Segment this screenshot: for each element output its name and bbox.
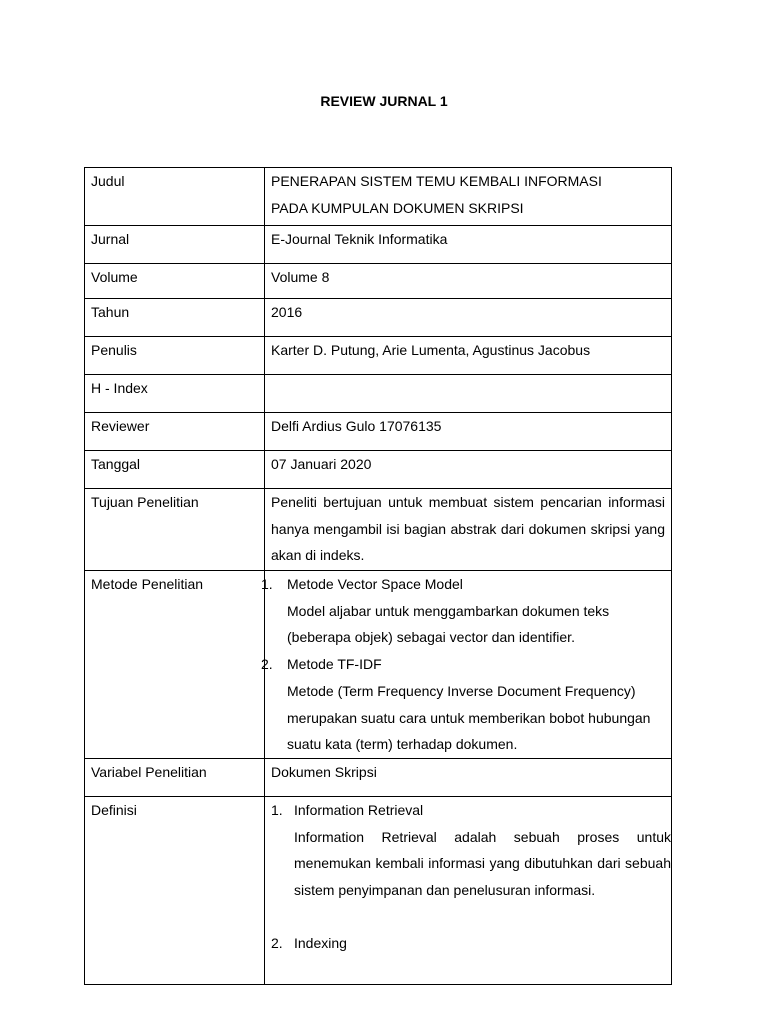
list-number: 2. <box>271 935 283 952</box>
row-metode <box>85 571 672 759</box>
row-tahun <box>85 299 672 337</box>
list-number: 2. <box>261 656 273 673</box>
list-item-title: Information Retrieval <box>294 801 424 818</box>
label-reviewer: Reviewer <box>85 413 265 451</box>
value-volume: Volume 8 <box>265 264 672 299</box>
label-penulis: Penulis <box>85 337 265 375</box>
label-judul: Judul <box>85 168 265 226</box>
label-definisi: Definisi <box>85 796 265 984</box>
list-number: 1. <box>271 801 283 818</box>
label-tahun: Tahun <box>85 299 265 337</box>
row-tanggal <box>85 451 672 489</box>
value-metode <box>261 571 672 759</box>
row-variabel <box>85 758 672 796</box>
label-variabel: Variabel Penelitian <box>85 758 265 796</box>
value-tahun: 2016 <box>265 299 672 337</box>
row-jurnal <box>85 226 672 264</box>
value-penulis: Karter D. Putung, Arie Lumenta, Agustinus Jacobus <box>265 337 672 375</box>
row-reviewer <box>85 413 672 451</box>
review-table <box>84 167 672 985</box>
row-penulis <box>85 337 672 375</box>
row-tujuan <box>85 489 672 571</box>
label-jurnal: Jurnal <box>85 226 265 264</box>
value-judul: PENERAPAN SISTEM TEMU KEMBALI INFORMASI PADA KUMPULAN DOKUMEN SKRIPSI <box>265 168 672 226</box>
row-volume <box>85 264 672 299</box>
label-metode: Metode Penelitian <box>85 571 265 759</box>
row-definisi <box>85 796 672 984</box>
list-item-desc: Information Retrieval adalah sebuah proses untuk menemukan kembali informasi yang dibutuhkan dari sebuah sistem penyimpanan dan penelusuran informasi. <box>294 828 671 899</box>
list-item-desc: Model aljabar untuk menggambarkan dokumen teks (beberapa objek) sebagai vector dan identifier. <box>287 602 610 646</box>
list-number: 1. <box>261 576 273 592</box>
value-hindex <box>265 375 672 413</box>
label-tanggal: Tanggal <box>85 451 265 489</box>
value-variabel: Dokumen Skripsi <box>265 758 672 796</box>
value-tanggal: 07 Januari 2020 <box>265 451 672 489</box>
list-item-title: Metode Vector Space Model <box>287 576 463 592</box>
label-hindex: H - Index <box>85 375 265 413</box>
list-item <box>271 930 665 957</box>
value-reviewer: Delfi Ardius Gulo 17076135 <box>265 413 672 451</box>
list-item-title: Metode TF-IDF <box>287 656 382 673</box>
list-item-title: Indexing <box>294 935 347 952</box>
value-tujuan: Peneliti bertujuan untuk membuat sistem pencarian informasi hanya mengambil isi bagian abstrak dari dokumen skripsi yang akan di indeks. <box>265 489 672 571</box>
row-judul <box>85 168 672 226</box>
value-definisi <box>265 796 672 984</box>
list-item <box>271 797 671 931</box>
label-volume: Volume <box>85 264 265 299</box>
list-item-desc: Metode (Term Frequency Inverse Document Frequency) merupakan suatu cara untuk memberikan bobot hubungan suatu kata (term) terhadap dokumen. <box>287 682 651 753</box>
list-item <box>261 571 665 651</box>
row-hindex <box>85 375 672 413</box>
metode-list <box>261 571 665 758</box>
list-item <box>261 651 665 758</box>
label-tujuan: Tujuan Penelitian <box>85 489 265 571</box>
value-jurnal: E-Journal Teknik Informatika <box>265 226 672 264</box>
definisi-list <box>271 797 671 957</box>
page-title: REVIEW JURNAL 1 <box>320 93 448 109</box>
